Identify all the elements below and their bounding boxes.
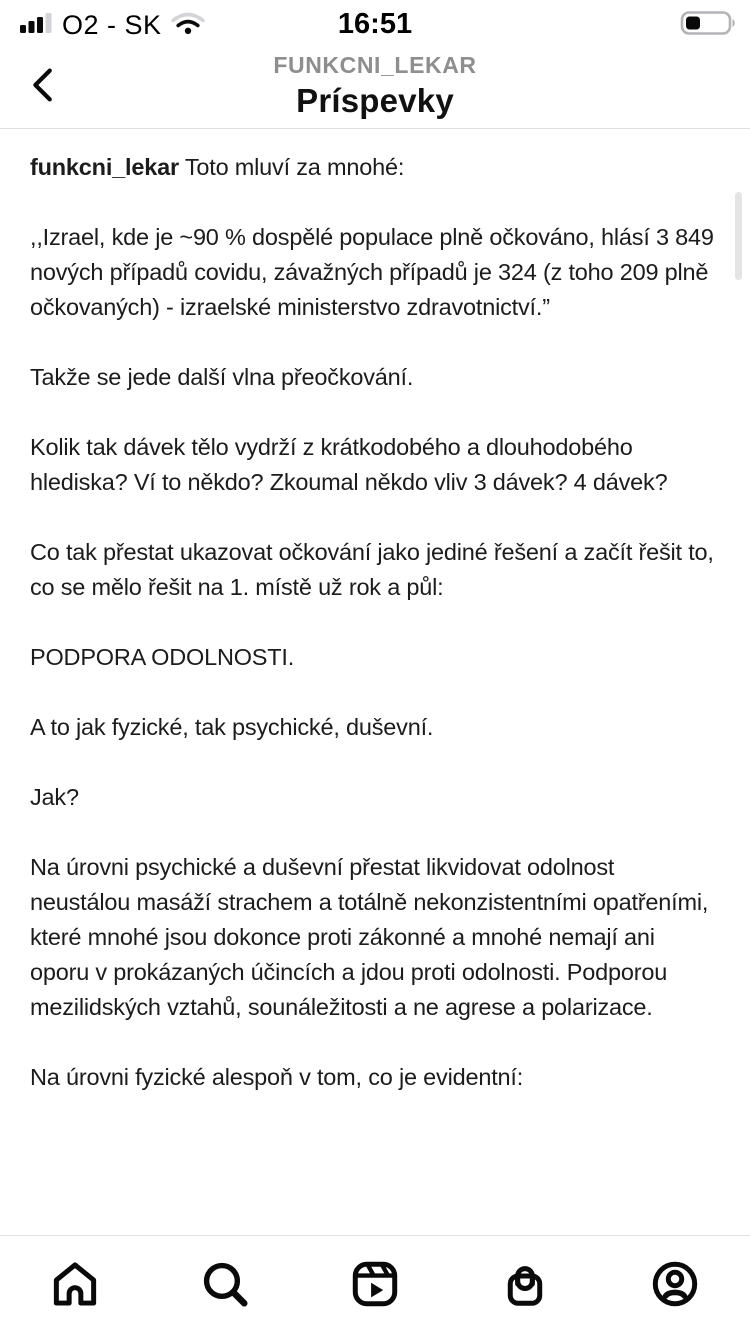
nav-search[interactable]	[150, 1236, 300, 1334]
scrollbar[interactable]	[735, 192, 742, 280]
chevron-left-icon	[21, 62, 67, 111]
caption-paragraph: Jak?	[30, 784, 79, 810]
caption-paragraph: Takže se jede další vlna přeočkování.	[30, 364, 414, 390]
caption-paragraph: Na úrovni fyzické alespoň v tom, co je evidentní:	[30, 1064, 524, 1090]
caption-intro-text: Toto mluví za mnohé:	[178, 154, 405, 180]
battery-icon	[680, 9, 738, 42]
caption-paragraph: PODPORA ODOLNOSTI.	[30, 644, 295, 670]
username-link[interactable]: funkcni_lekar	[30, 154, 179, 180]
caption-paragraph: Co tak přestat ukazovat očkování jako jediné řešení a začít řešit to, co se mělo řešit na 1. místě už rok a půl:	[30, 539, 714, 600]
caption-paragraph: Na úrovni psychické a duševní přestat likvidovat odolnost neustálou masáží strachem a totálně nekonzistentními opatřeními, které mnohé jsou dokonce proti zákonné a mnohé nemají ani oporu v prokázaných účincích a jdou proti odolnosti. Podporou mezilidských vztahů, sounáležitosti a ne agrese a polarizace.	[30, 854, 709, 1020]
page-title: Príspevky	[296, 82, 454, 119]
bottom-nav	[0, 1235, 750, 1334]
back-button[interactable]	[16, 58, 72, 114]
clock-label: 16:51	[337, 8, 413, 40]
status-bar	[0, 0, 750, 44]
nav-profile[interactable]	[600, 1236, 750, 1334]
shop-bag-icon	[499, 1258, 551, 1313]
nav-shop[interactable]	[450, 1236, 600, 1334]
caption-paragraph: Kolik tak dávek tělo vydrží z krátkodobého a dlouhodobého hlediska? Ví to někdo? Zkoumal někdo vliv 3 dávek? 4 dávek?	[30, 434, 668, 495]
post-caption	[0, 130, 750, 1235]
caption-paragraph: ,,Izrael, kde je ~90 % dospělé populace plně očkováno, hlásí 3 849 nových případů covidu, závažných případů je 324 (z toho 209 plně očkovaných) - izraelské ministerstvo zdravotnictví.”	[30, 224, 714, 320]
header-account-name: FUNKCNI_LEKAR	[273, 52, 477, 78]
nav-home[interactable]	[0, 1236, 150, 1334]
search-icon	[199, 1258, 251, 1313]
caption-paragraph: A to jak fyzické, tak psychické, duševní.	[30, 714, 434, 740]
signal-strength-icon	[20, 11, 54, 40]
wifi-icon	[170, 10, 206, 41]
nav-reels[interactable]	[300, 1236, 450, 1334]
caption-first-line	[30, 150, 720, 185]
reels-icon	[349, 1258, 401, 1313]
carrier-label: O2 - SK	[62, 9, 162, 40]
profile-icon	[649, 1258, 701, 1313]
header	[0, 44, 750, 129]
home-icon	[49, 1258, 101, 1313]
